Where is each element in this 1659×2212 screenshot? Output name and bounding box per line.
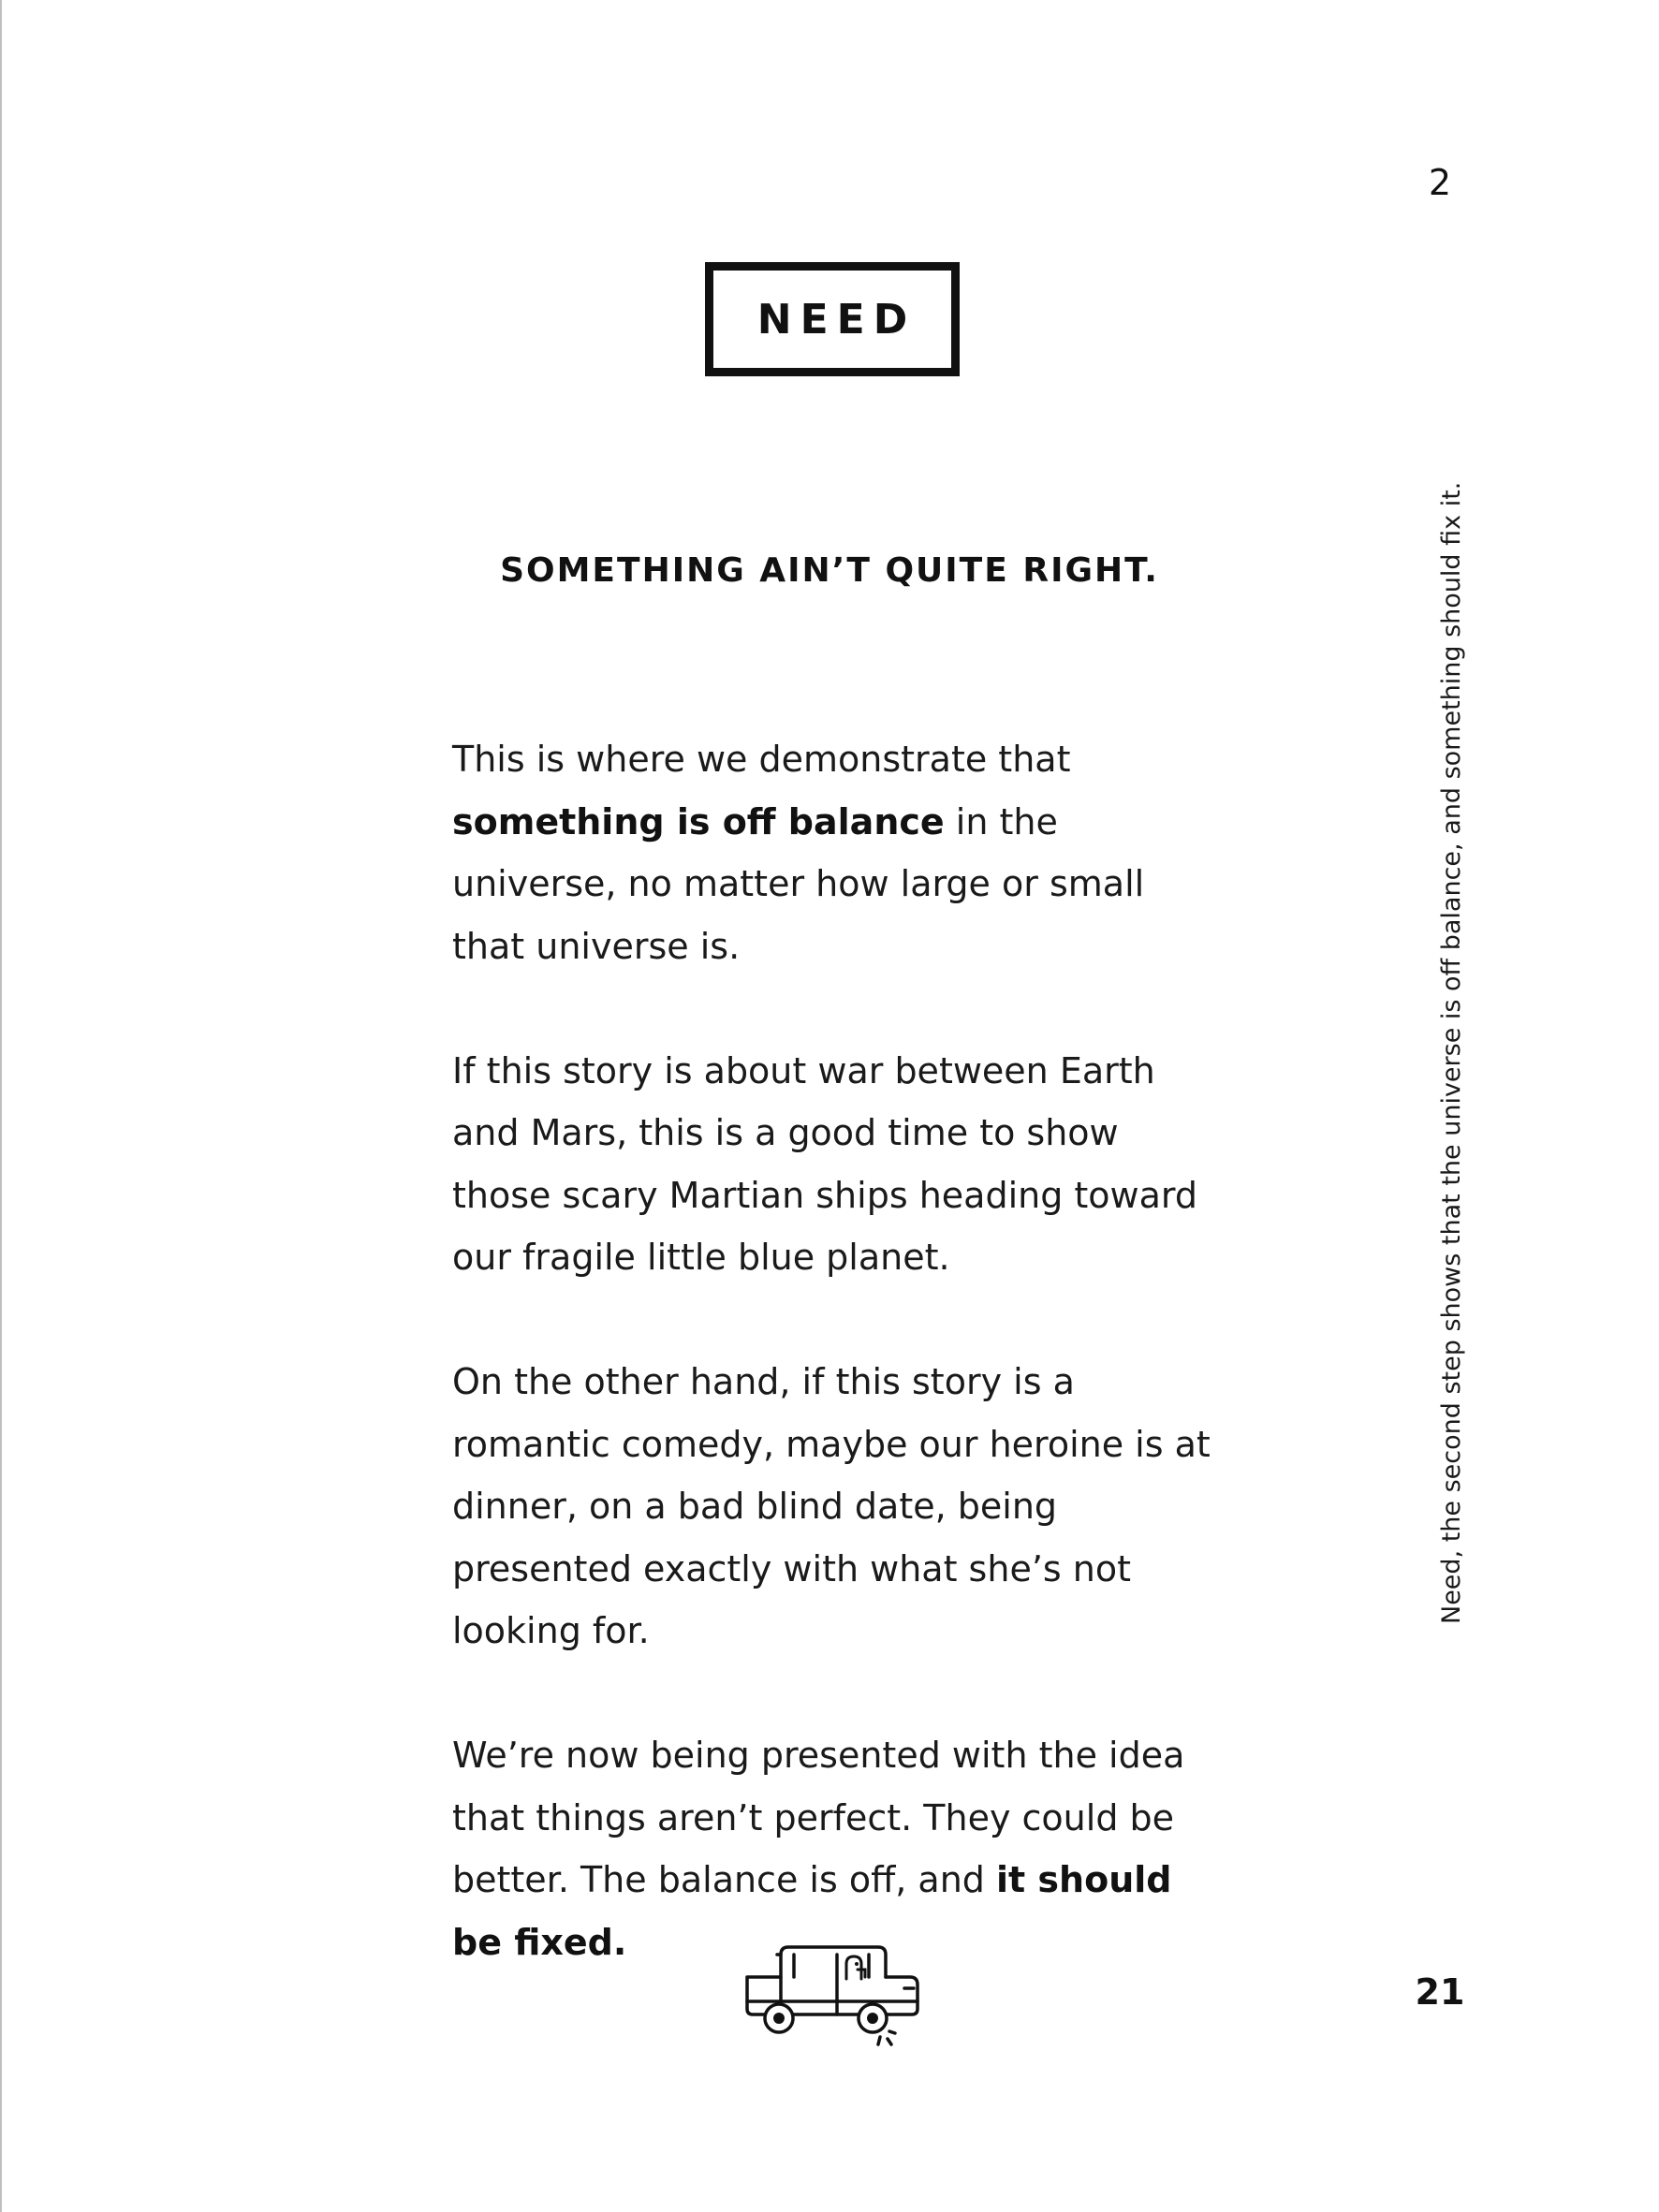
paragraph-1-text-a: This is where we demonstrate that [452, 739, 1071, 780]
paragraph-4-emphasis: it should be fixed. [452, 1859, 1172, 1963]
step-number: 2 [1428, 162, 1452, 203]
page-number: 21 [1415, 1971, 1465, 2013]
paragraph-4-text-a: We’re now being presented with the idea that things aren’t perfect. They could be better. The balance is off, and [452, 1735, 1185, 1900]
paragraph-1 [452, 728, 1220, 977]
section-subtitle: SOMETHING AIN’T QUITE RIGHT. [500, 551, 1159, 590]
paragraph-1-text-c: in the universe, no matter how large or small that universe is. [452, 800, 1145, 967]
paragraph-2: If this story is about war between Earth and Mars, this is a good time to show those scary Martian ships heading toward our fragile little blue planet. [452, 1049, 1197, 1278]
paragraph-1-emphasis: something is off balance [452, 800, 945, 842]
car-icon [740, 1936, 927, 2058]
paragraph-3: On the other hand, if this story is a romantic comedy, maybe our heroine is at dinner, on a bad blind date, being presented exactly with what she’s not looking for. [452, 1361, 1211, 1651]
section-label-box [705, 262, 960, 376]
body-text [452, 728, 1220, 2036]
section-label: NEED [756, 295, 917, 344]
side-note: Need, the second step shows that the universe is off balance, and something should fix it. [1437, 481, 1466, 1624]
page-edge-rule [0, 0, 2, 2212]
